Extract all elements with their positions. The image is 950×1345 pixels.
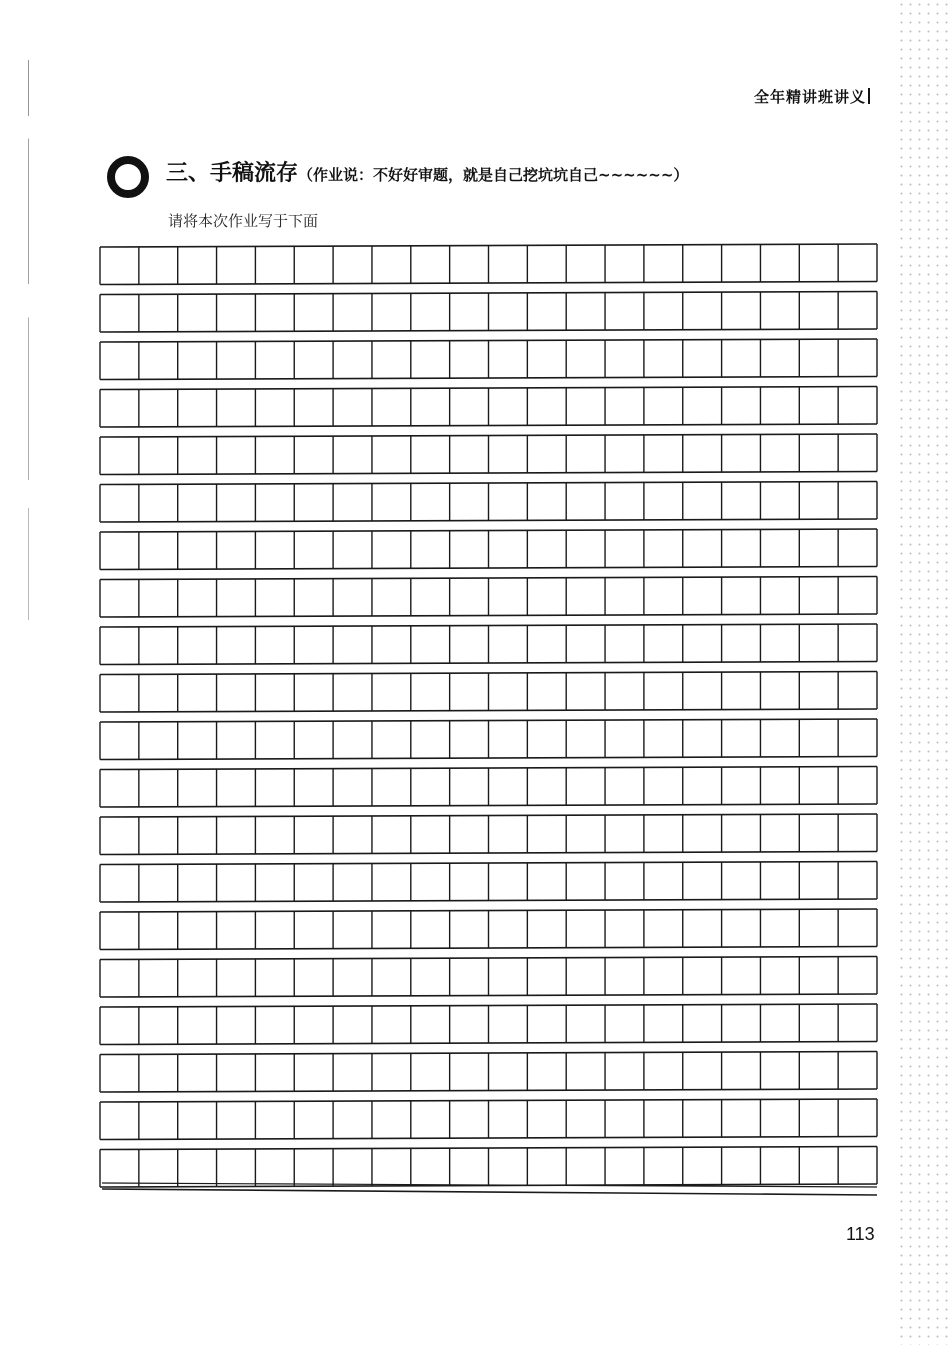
instruction-text: 请将本次作业写于下面 [168, 212, 319, 230]
grid-bottom-border [102, 1189, 877, 1195]
section-note: （作业说：不好好审题，就是自己挖坑坑自己~~~~~~） [298, 166, 689, 184]
page-number: 113 [846, 1224, 875, 1244]
section-title: 三、手稿流存 [166, 161, 299, 186]
running-header-text: 全年精讲班讲义 [753, 88, 866, 106]
